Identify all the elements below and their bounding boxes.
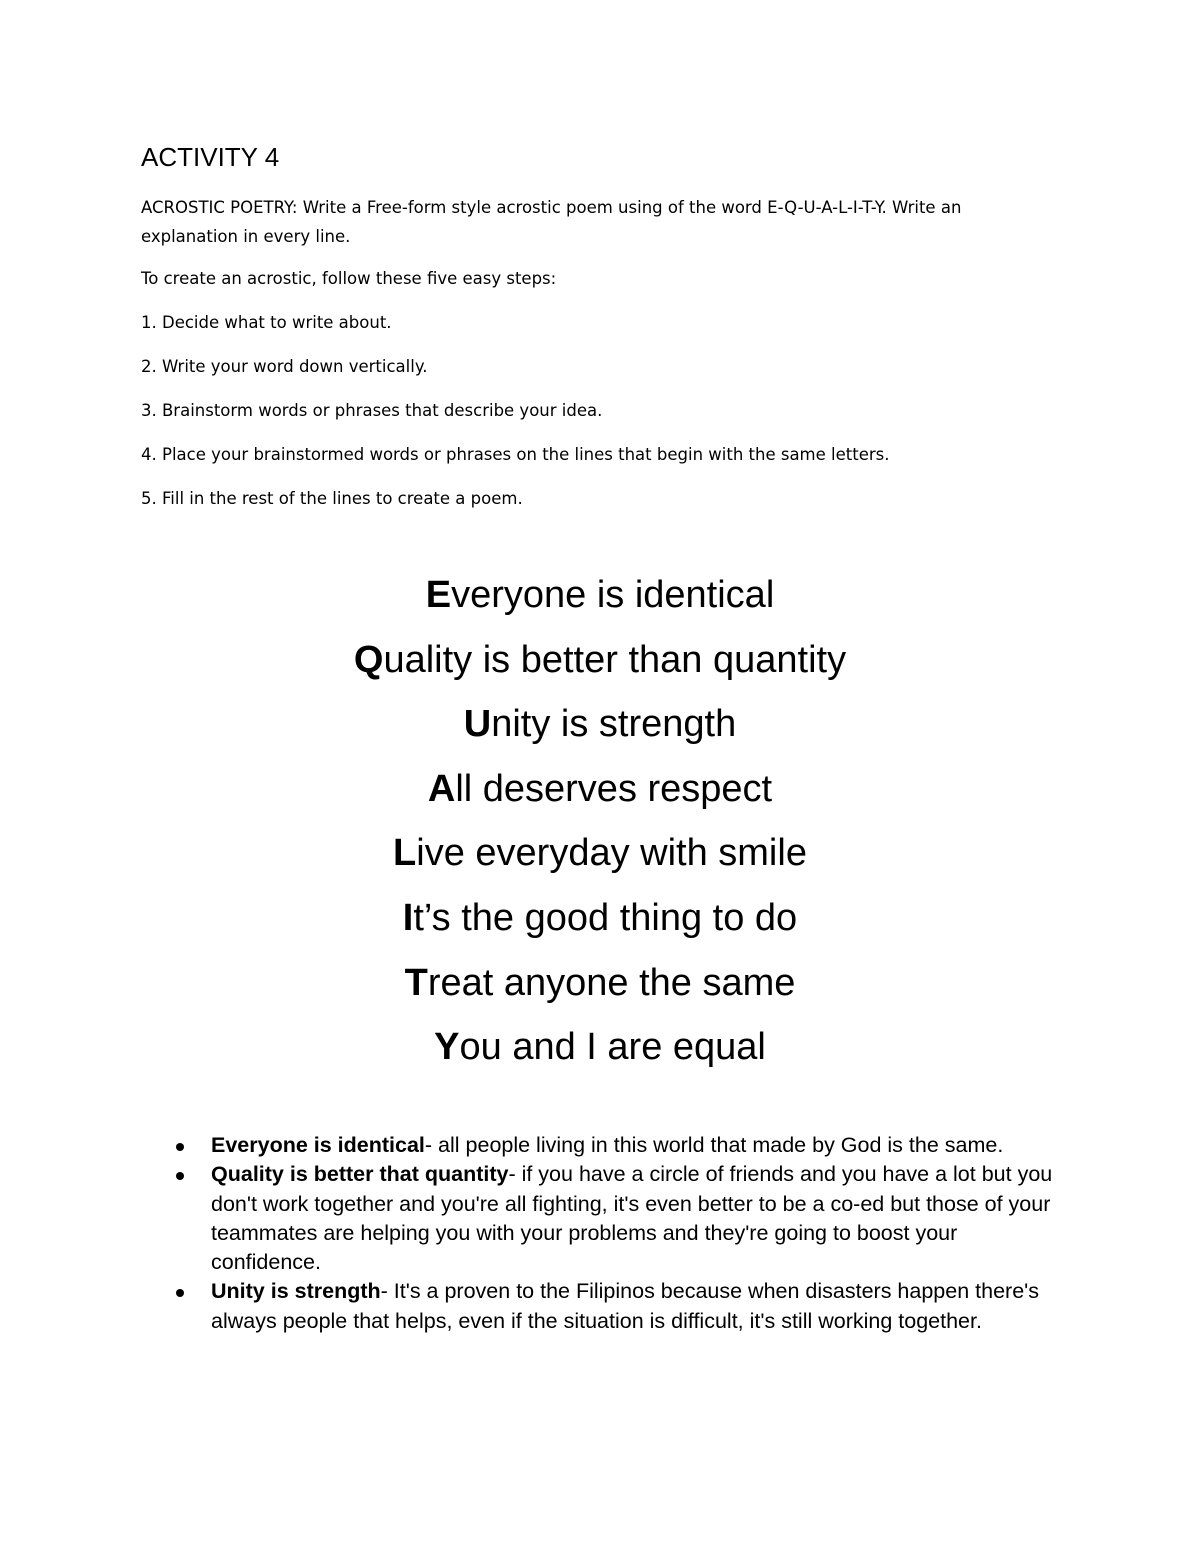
- explanation-text: - if you have a circle of friends and you have a lot but you don't work together and you're all fighting, it's even better to be a co-ed but those of your teammates are helping you with your problems and they're going to boost your confidence.: [211, 1162, 1053, 1275]
- poem-initial-letter: Q: [353, 638, 384, 681]
- poem-initial-letter: E: [425, 574, 452, 616]
- poem-line: [0, 893, 1200, 958]
- poem-initial-letter: A: [427, 767, 456, 810]
- poem-line: [0, 1022, 1200, 1087]
- steps-list: [141, 310, 889, 530]
- poem-line: [0, 699, 1200, 764]
- poem-initial-letter: Y: [434, 1026, 460, 1069]
- poem-line: [0, 570, 1200, 635]
- poem-line-text: t’s the good thing to do: [413, 896, 798, 939]
- poem-initial-letter: U: [463, 703, 492, 746]
- explanation-term: Quality is better that quantity: [211, 1162, 509, 1187]
- bullet-icon: [176, 1172, 184, 1180]
- poem-line-text: ive everyday with smile: [416, 832, 807, 875]
- bullet-icon: [176, 1289, 184, 1297]
- explanation-item: [170, 1131, 1060, 1160]
- poem-initial-letter: I: [402, 896, 414, 939]
- bullet-icon: [176, 1143, 184, 1151]
- poem-line: [0, 958, 1200, 1023]
- poem-line-text: ll deserves respect: [455, 767, 773, 810]
- explanation-item: [170, 1277, 1060, 1336]
- poem-line-text: veryone is identical: [451, 574, 775, 616]
- step-item: 5. Fill in the rest of the lines to create a poem.: [141, 489, 523, 508]
- explanation-text: - all people living in this world that made by God is the same.: [424, 1133, 1004, 1157]
- explanation-text: - It's a proven to the Filipinos because when disasters happen there's always people that helps, even if the situation is difficult, it's still working together.: [211, 1279, 1040, 1333]
- explanation-term: Everyone is identical: [211, 1133, 425, 1157]
- poem-line-text: reat anyone the same: [427, 961, 796, 1004]
- poem-line: [0, 764, 1200, 829]
- poem-line-text: ou and I are equal: [459, 1026, 766, 1069]
- poem-line: [0, 828, 1200, 893]
- step-item: 3. Brainstorm words or phrases that describe your idea.: [141, 401, 603, 420]
- step-item: 2. Write your word down vertically.: [141, 357, 428, 376]
- poem-initial-letter: L: [393, 832, 417, 875]
- step-item: 1. Decide what to write about.: [141, 313, 392, 332]
- step-item: 4. Place your brainstormed words or phrases on the lines that begin with the same letters.: [141, 445, 890, 464]
- intro-instructions: ACROSTIC POETRY: Write a Free-form style acrostic poem using of the word E-Q-U-A-L-I-T-Y. Write an explanation in every line.: [141, 198, 962, 246]
- activity-title: ACTIVITY 4: [141, 142, 280, 172]
- acrostic-poem: [0, 570, 1200, 1087]
- explanations-list: [170, 1131, 1060, 1336]
- poem-initial-letter: T: [404, 961, 428, 1004]
- explanation-term: Unity is strength: [211, 1279, 381, 1304]
- poem-line: [0, 635, 1200, 700]
- explanation-item: [170, 1160, 1060, 1277]
- steps-heading: To create an acrostic, follow these five easy steps:: [141, 269, 557, 288]
- poem-line-text: nity is strength: [491, 703, 737, 746]
- poem-line-text: uality is better than quantity: [383, 638, 847, 681]
